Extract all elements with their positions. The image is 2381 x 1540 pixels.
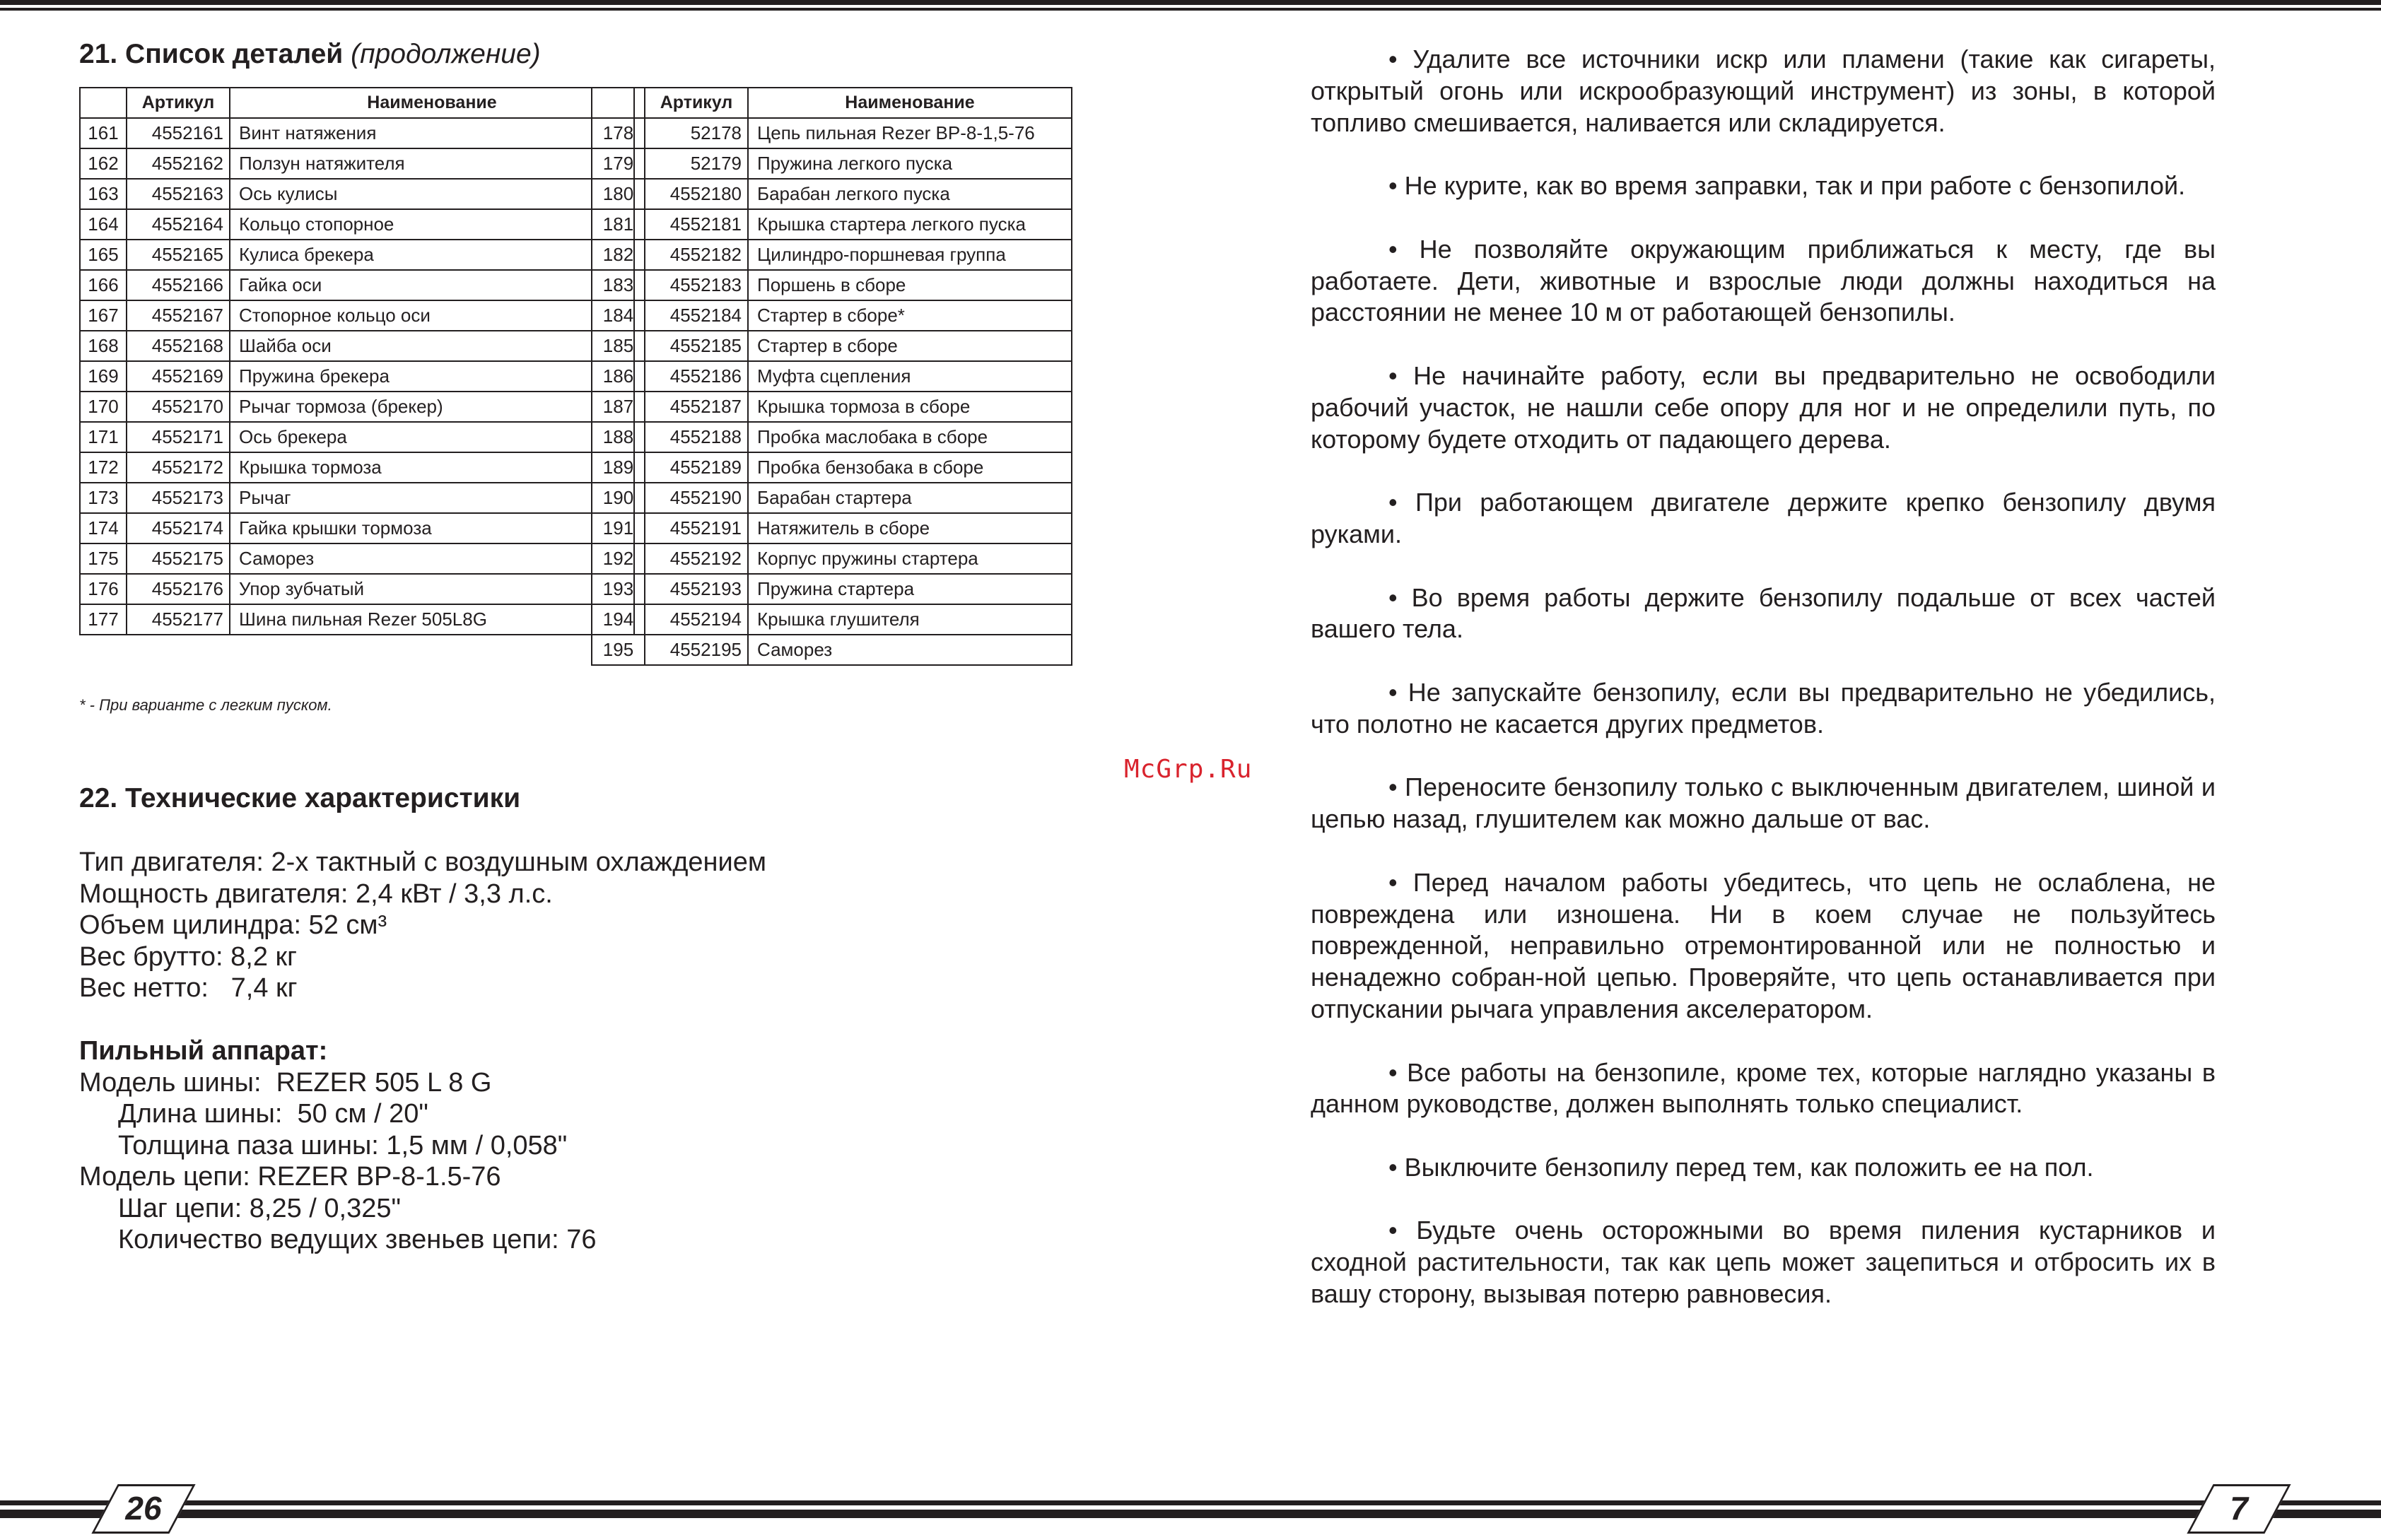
- part-name-cell: Стартер в сборе*: [748, 300, 1072, 331]
- safety-rule: • Переносите бензопилу только с выключенным двигателем, шиной и цепью назад, глушителем как можно дальше от вас.: [1311, 772, 2216, 834]
- table-row: [592, 179, 1072, 209]
- table-row: [80, 543, 634, 574]
- article-cell: 4552193: [645, 574, 748, 604]
- row-number: 162: [80, 148, 127, 179]
- specs-title: 22. Технические характеристики: [79, 783, 521, 813]
- row-number: 192: [592, 543, 645, 574]
- row-number: 168: [80, 331, 127, 361]
- spec-drive-links: Количество ведущих звеньев цепи: 76: [118, 1225, 597, 1254]
- article-cell: 4552181: [645, 209, 748, 240]
- table-row: [592, 209, 1072, 240]
- row-number: 183: [592, 270, 645, 300]
- row-number: 185: [592, 331, 645, 361]
- table-row: [80, 270, 634, 300]
- part-name-cell: Пружина брекера: [230, 361, 634, 392]
- table-row: [592, 543, 1072, 574]
- safety-rule: • Не запускайте бензопилу, если вы предварительно не убедились, что полотно не касается других предметов.: [1311, 677, 2216, 739]
- article-cell: 52179: [645, 148, 748, 179]
- row-number: 161: [80, 118, 127, 148]
- article-cell: 4552189: [645, 452, 748, 483]
- article-cell: 4552194: [645, 604, 748, 635]
- safety-rule: • Во время работы держите бензопилу подальше от всех частей вашего тела.: [1311, 582, 2216, 644]
- article-cell: 4552186: [645, 361, 748, 392]
- part-name-cell: Крышка стартера легкого пуска: [748, 209, 1072, 240]
- page-number-right: 7: [2230, 1490, 2248, 1527]
- part-name-cell: Крышка глушителя: [748, 604, 1072, 635]
- part-name-cell: Рычаг тормоза (брекер): [230, 392, 634, 422]
- row-number: 177: [80, 604, 127, 635]
- article-cell: 4552161: [127, 118, 230, 148]
- table-row: [592, 240, 1072, 270]
- article-cell: 4552164: [127, 209, 230, 240]
- row-number: 194: [592, 604, 645, 635]
- left-page: [0, 0, 1190, 1540]
- watermark: McGrp.Ru: [1124, 755, 1253, 784]
- article-cell: 4552173: [127, 483, 230, 513]
- page-number-left: 26: [125, 1490, 162, 1527]
- table-footnote: * - При варианте с легким пуском.: [79, 696, 332, 714]
- article-cell: 4552184: [645, 300, 748, 331]
- part-name-cell: Рычаг: [230, 483, 634, 513]
- article-cell: 4552195: [645, 635, 748, 665]
- safety-rule: • Перед началом работы убедитесь, что цепь не ослаблена, не повреждена или изношена. Ни в коем случае не пользуйтесь поврежденной, неправильно отремонтированной или не полностью и ненадежно собран-ной цепью. Проверяйте, что цепь останавливается при отпускании рычага управления акселератором.: [1311, 867, 2216, 1023]
- safety-rule: • Удалите все источники искр или пламени (такие как сигареты, открытый огонь или искрообразующий инструмент) из зоны, в которой топливо смешивается, наливается или складируется.: [1311, 45, 2216, 137]
- article-cell: 52178: [645, 118, 748, 148]
- table-row: [592, 361, 1072, 392]
- part-name-cell: Стартер в сборе: [748, 331, 1072, 361]
- part-name-cell: Натяжитель в сборе: [748, 513, 1072, 543]
- part-name-cell: Ползун натяжителя: [230, 148, 634, 179]
- row-number: 169: [80, 361, 127, 392]
- spec-volume: Объем цилиндра: 52 см³: [79, 910, 387, 940]
- part-name-cell: Барабан легкого пуска: [748, 179, 1072, 209]
- row-number: 195: [592, 635, 645, 665]
- table-row: [592, 392, 1072, 422]
- article-cell: 4552167: [127, 300, 230, 331]
- article-cell: 4552165: [127, 240, 230, 270]
- safety-rule: • При работающем двигателе держите крепко бензопилу двумя руками.: [1311, 488, 2216, 548]
- spec-bar-length: Длина шины: 50 см / 20": [118, 1099, 428, 1129]
- col-number-header: [592, 88, 645, 118]
- article-cell: 4552166: [127, 270, 230, 300]
- safety-rules: [1311, 44, 2216, 1342]
- spec-engine-type: Тип двигателя: 2-х тактный с воздушным охлаждением: [79, 847, 766, 877]
- col-number-header: [80, 88, 127, 118]
- row-number: 170: [80, 392, 127, 422]
- part-name-cell: Цилиндро-поршневая группа: [748, 240, 1072, 270]
- table-row: [592, 513, 1072, 543]
- spec-net-weight: Вес нетто: 7,4 кг: [79, 973, 298, 1003]
- article-cell: 4552190: [645, 483, 748, 513]
- part-name-cell: Барабан стартера: [748, 483, 1072, 513]
- article-cell: 4552192: [645, 543, 748, 574]
- row-number: 167: [80, 300, 127, 331]
- row-number: 187: [592, 392, 645, 422]
- table-row: [80, 452, 634, 483]
- part-name-cell: Гайка оси: [230, 270, 634, 300]
- article-cell: 4552176: [127, 574, 230, 604]
- table-header-row: [592, 88, 1072, 118]
- part-name-cell: Муфта сцепления: [748, 361, 1072, 392]
- part-name-cell: Пружина легкого пуска: [748, 148, 1072, 179]
- part-name-cell: Винт натяжения: [230, 118, 634, 148]
- table-row: [80, 483, 634, 513]
- col-name-header: Наименование: [230, 88, 634, 118]
- part-name-cell: Пробка маслобака в сборе: [748, 422, 1072, 452]
- row-number: 190: [592, 483, 645, 513]
- part-name-cell: Кольцо стопорное: [230, 209, 634, 240]
- article-cell: 4552177: [127, 604, 230, 635]
- right-page: [1190, 0, 2381, 1540]
- parts-table-1: [79, 87, 635, 635]
- article-cell: 4552170: [127, 392, 230, 422]
- article-cell: 4552174: [127, 513, 230, 543]
- part-name-cell: Поршень в сборе: [748, 270, 1072, 300]
- table-row: [80, 422, 634, 452]
- row-number: 188: [592, 422, 645, 452]
- table-row: [80, 361, 634, 392]
- part-name-cell: Крышка тормоза: [230, 452, 634, 483]
- row-number: 163: [80, 179, 127, 209]
- part-name-cell: Шина пильная Rezer 505L8G: [230, 604, 634, 635]
- spec-saw-title: Пильный аппарат:: [79, 1036, 328, 1066]
- spec-chain-model: Модель цепи: REZER BP-8-1.5-76: [79, 1162, 501, 1192]
- parts-table-2: [591, 87, 1072, 666]
- article-cell: 4552191: [645, 513, 748, 543]
- article-cell: 4552182: [645, 240, 748, 270]
- table-row: [80, 209, 634, 240]
- row-number: 191: [592, 513, 645, 543]
- article-cell: 4552171: [127, 422, 230, 452]
- part-name-cell: Саморез: [230, 543, 634, 574]
- table-row: [80, 331, 634, 361]
- table-row: [592, 635, 1072, 665]
- safety-rule: • Выключите бензопилу перед тем, как положить ее на пол.: [1388, 1152, 2094, 1182]
- table-row: [80, 574, 634, 604]
- article-cell: 4552162: [127, 148, 230, 179]
- table-row: [592, 331, 1072, 361]
- table-row: [80, 118, 634, 148]
- part-name-cell: Упор зубчатый: [230, 574, 634, 604]
- row-number: 176: [80, 574, 127, 604]
- col-article-header: Артикул: [127, 88, 230, 118]
- part-name-cell: Ось кулисы: [230, 179, 634, 209]
- table-row: [80, 179, 634, 209]
- article-cell: 4552168: [127, 331, 230, 361]
- row-number: 186: [592, 361, 645, 392]
- table-row: [592, 452, 1072, 483]
- row-number: 193: [592, 574, 645, 604]
- part-name-cell: Саморез: [748, 635, 1072, 665]
- spec-chain-pitch: Шаг цепи: 8,25 / 0,325": [118, 1193, 401, 1223]
- part-name-cell: Шайба оси: [230, 331, 634, 361]
- row-number: 189: [592, 452, 645, 483]
- part-name-cell: Цепь пильная Rezer BP-8-1,5-76: [748, 118, 1072, 148]
- safety-rule: • Не курите, как во время заправки, так и при работе с бензопилой.: [1388, 171, 2186, 201]
- article-cell: 4552163: [127, 179, 230, 209]
- row-number: 174: [80, 513, 127, 543]
- article-cell: 4552175: [127, 543, 230, 574]
- article-cell: 4552172: [127, 452, 230, 483]
- table-row: [592, 148, 1072, 179]
- row-number: 178: [592, 118, 645, 148]
- article-cell: 4552187: [645, 392, 748, 422]
- safety-rule: • Все работы на бензопиле, кроме тех, которые наглядно указаны в данном руководстве, должен выполнять только специалист.: [1311, 1057, 2216, 1119]
- article-cell: 4552188: [645, 422, 748, 452]
- article-cell: 4552180: [645, 179, 748, 209]
- row-number: 175: [80, 543, 127, 574]
- row-number: 164: [80, 209, 127, 240]
- row-number: 171: [80, 422, 127, 452]
- table-row: [80, 148, 634, 179]
- spec-groove: Толщина паза шины: 1,5 мм / 0,058": [118, 1130, 568, 1160]
- part-name-cell: Кулиса брекера: [230, 240, 634, 270]
- table-row: [592, 422, 1072, 452]
- table-row: [592, 483, 1072, 513]
- table-row: [592, 604, 1072, 635]
- table-row: [592, 270, 1072, 300]
- table-row: [80, 604, 634, 635]
- article-cell: 4552169: [127, 361, 230, 392]
- part-name-cell: Пробка бензобака в сборе: [748, 452, 1072, 483]
- article-cell: 4552185: [645, 331, 748, 361]
- table-row: [80, 240, 634, 270]
- part-name-cell: Гайка крышки тормоза: [230, 513, 634, 543]
- table-row: [80, 513, 634, 543]
- table-header-row: [80, 88, 634, 118]
- row-number: 165: [80, 240, 127, 270]
- row-number: 182: [592, 240, 645, 270]
- table-row: [592, 118, 1072, 148]
- table-row: [592, 300, 1072, 331]
- parts-title-text: 21. Список деталей: [79, 39, 344, 69]
- part-name-cell: Крышка тормоза в сборе: [748, 392, 1072, 422]
- row-number: 181: [592, 209, 645, 240]
- part-name-cell: Стопорное кольцо оси: [230, 300, 634, 331]
- table-row: [80, 300, 634, 331]
- safety-rule: • Не позволяйте окружающим приближаться к месту, где вы работаете. Дети, животные и взрослые люди должны находиться на расстоянии не менее 10 м от работающей бензопилы.: [1311, 234, 2216, 327]
- safety-rule: • Будьте очень осторожными во время пиления кустарников и сходной растительности, так как цепь может зацепиться и отбросить их в вашу сторону, вызывая потерю равновесия.: [1311, 1216, 2216, 1309]
- col-name-header: Наименование: [748, 88, 1072, 118]
- spec-spacer: [79, 1004, 766, 1036]
- spec-power: Мощность двигателя: 2,4 кВт / 3,3 л.с.: [79, 878, 553, 909]
- article-cell: 4552183: [645, 270, 748, 300]
- row-number: 173: [80, 483, 127, 513]
- spec-bar-model: Модель шины: REZER 505 L 8 G: [79, 1067, 492, 1098]
- specs-block: [79, 847, 766, 1256]
- parts-title-note: (продолжение): [351, 39, 541, 69]
- spec-gross-weight: Вес брутто: 8,2 кг: [79, 941, 298, 972]
- row-number: 180: [592, 179, 645, 209]
- part-name-cell: Пружина стартера: [748, 574, 1072, 604]
- table-row: [592, 574, 1072, 604]
- row-number: 184: [592, 300, 645, 331]
- safety-rule: • Не начинайте работу, если вы предварительно не освободили рабочий участок, не нашли себе опору для ног и не определили путь, по которому будете отходить от падающего дерева.: [1311, 360, 2216, 454]
- part-name-cell: Ось брекера: [230, 422, 634, 452]
- row-number: 179: [592, 148, 645, 179]
- col-article-header: Артикул: [645, 88, 748, 118]
- row-number: 166: [80, 270, 127, 300]
- parts-list-title: [79, 39, 541, 70]
- row-number: 172: [80, 452, 127, 483]
- table-row: [80, 392, 634, 422]
- part-name-cell: Корпус пружины стартера: [748, 543, 1072, 574]
